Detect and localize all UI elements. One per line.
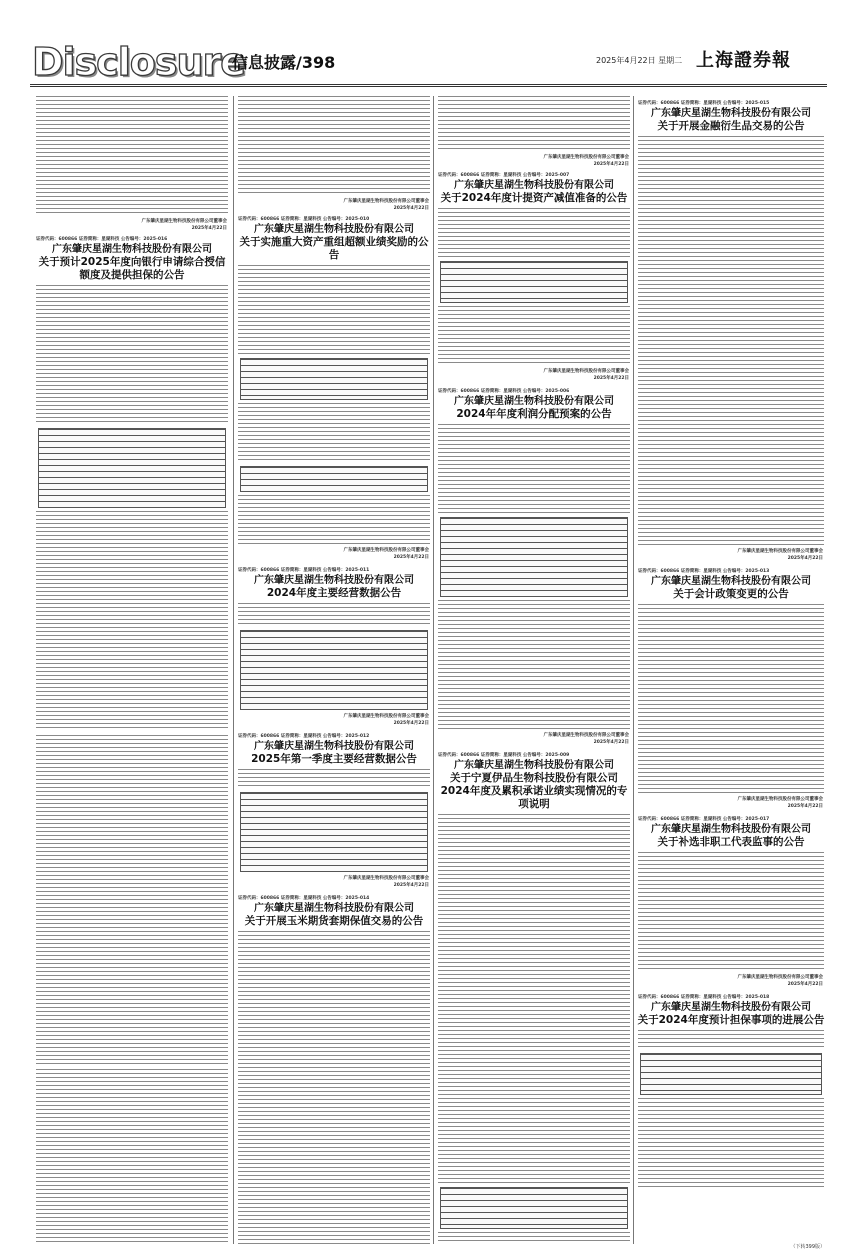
column-1 xyxy=(34,96,230,1244)
body-text xyxy=(36,735,228,1065)
company-name: 广东肇庆星湖生物科技股份有限公司 xyxy=(651,576,811,587)
notice-q1-operating xyxy=(236,733,432,889)
notice-operating xyxy=(236,567,432,727)
notice-title: 关于开展玉米期货套期保值交易的公告 xyxy=(244,915,424,927)
notice-title: 关于2024年度计提资产减值准备的公告 xyxy=(440,192,628,204)
stock-code-line: 证券代码：600866 证券简称：星湖科技 公告编号：2025-016 xyxy=(36,237,168,242)
stock-code-line: 证券代码：600866 证券简称：星湖科技 公告编号：2025-012 xyxy=(238,734,370,739)
body-text xyxy=(438,1232,630,1244)
signature: 广东肇庆星湖生物科技股份有限公司董事会 2025年4月22日 xyxy=(343,876,429,888)
section-title: 信息披露/398 xyxy=(232,53,336,72)
stock-code-line: 证券代码：600866 证券简称：星湖科技 公告编号：2025-011 xyxy=(238,568,370,573)
notice-title: 关于宁夏伊品生物科技股份有限公司2024年度及累积承诺业绩实现情况的专项说明 xyxy=(440,772,628,810)
impairment-table xyxy=(440,261,628,303)
company-name: 广东肇庆星湖生物科技股份有限公司 xyxy=(454,760,614,771)
body-text xyxy=(238,769,430,789)
q1-table xyxy=(240,792,428,872)
stock-code-line: 证券代码：600866 证券简称：星湖科技 公告编号：2025-013 xyxy=(638,569,770,574)
stock-code-line: 证券代码：600866 证券简称：星湖科技 公告编号：2025-018 xyxy=(638,995,770,1000)
page-number: /398 xyxy=(296,53,336,72)
signature: 广东肇庆星湖生物科技股份有限公司董事会 2025年4月22日 xyxy=(543,155,629,167)
notice-asset-reorg xyxy=(236,216,432,561)
stock-code-line: 证券代码：600866 证券简称：星湖科技 公告编号：2025-015 xyxy=(638,101,770,106)
signature: 广东肇庆星湖生物科技股份有限公司董事会 2025年4月22日 xyxy=(737,797,823,809)
body-text xyxy=(638,604,824,794)
notice-title: 关于补选非职工代表监事的公告 xyxy=(657,836,805,848)
signature: 广东肇庆星湖生物科技股份有限公司董事会 2025年4月22日 xyxy=(737,975,823,987)
stock-code-line: 证券代码：600866 证券简称：星湖科技 公告编号：2025-014 xyxy=(238,896,370,901)
award-table xyxy=(240,466,428,492)
notice-title: 2024年度主要经营数据公告 xyxy=(266,587,402,599)
company-name: 广东肇庆星湖生物科技股份有限公司 xyxy=(254,741,414,752)
body-text xyxy=(36,1069,228,1244)
signature: 广东肇庆星湖生物科技股份有限公司董事会 2025年4月22日 xyxy=(343,548,429,560)
column-2 xyxy=(236,96,432,1244)
operating-table xyxy=(240,630,428,710)
signature: 广东肇庆星湖生物科技股份有限公司董事会 2025年4月22日 xyxy=(543,369,629,381)
column-divider xyxy=(633,96,634,1244)
masthead xyxy=(30,38,827,87)
body-text xyxy=(36,285,228,425)
stock-code-line: 证券代码：600866 证券简称：星湖科技 公告编号：2025-009 xyxy=(438,753,570,758)
newspaper-name: 上海證券報 xyxy=(696,50,791,71)
notice-hedging xyxy=(236,895,432,1244)
column-3 xyxy=(436,96,632,1244)
company-name: 广东肇庆星湖生物科技股份有限公司 xyxy=(254,903,414,914)
body-text xyxy=(238,403,430,463)
company-name: 广东肇庆星湖生物科技股份有限公司 xyxy=(52,244,212,255)
issue-date: 2025年4月22日 星期二 xyxy=(596,56,683,65)
body-text xyxy=(238,931,430,1244)
notice-title: 关于实施重大资产重组超额业绩奖励的公告 xyxy=(239,236,429,261)
body-text xyxy=(438,208,630,258)
company-name: 广东肇庆星湖生物科技股份有限公司 xyxy=(454,180,614,191)
signature: 广东肇庆星湖生物科技股份有限公司董事会 2025年4月22日 xyxy=(737,549,823,561)
body-text xyxy=(438,96,630,152)
performance-table xyxy=(440,1187,628,1229)
stock-code-line: 证券代码：600866 证券简称：星湖科技 公告编号：2025-007 xyxy=(438,173,570,178)
signature: 广东肇庆星湖生物科技股份有限公司董事会 2025年4月22日 xyxy=(141,219,227,231)
credit-table xyxy=(38,428,226,508)
company-name: 广东肇庆星湖生物科技股份有限公司 xyxy=(454,396,614,407)
stock-code-line: 证券代码：600866 证券简称：星湖科技 公告编号：2025-006 xyxy=(438,389,570,394)
body-text xyxy=(438,600,630,730)
company-name: 广东肇庆星湖生物科技股份有限公司 xyxy=(651,1002,811,1013)
body-text xyxy=(36,511,228,731)
body-text xyxy=(36,96,228,216)
column-divider xyxy=(433,96,434,1244)
column-divider xyxy=(233,96,234,1244)
notice-bank-credit xyxy=(34,236,230,1244)
stock-code-line: 证券代码：600866 证券简称：星湖科技 公告编号：2025-010 xyxy=(238,217,370,222)
notice-title: 关于预计2025年度向银行申请综合授信额度及提供担保的公告 xyxy=(38,256,226,281)
notice-derivatives xyxy=(636,100,826,562)
signature: 广东肇庆星湖生物科技股份有限公司董事会 2025年4月22日 xyxy=(343,199,429,211)
body-text xyxy=(238,265,430,355)
body-text xyxy=(638,1098,824,1188)
notice-dividend xyxy=(436,388,632,746)
stock-code-line: 证券代码：600866 证券简称：星湖科技 公告编号：2025-017 xyxy=(638,817,770,822)
notice-supervisor xyxy=(636,816,826,988)
body-text xyxy=(238,96,430,196)
signature: 广东肇庆星湖生物科技股份有限公司董事会 2025年4月22日 xyxy=(543,733,629,745)
company-name: 广东肇庆星湖生物科技股份有限公司 xyxy=(651,108,811,119)
notice-title: 2024年年度利润分配预案的公告 xyxy=(456,408,612,420)
body-text xyxy=(438,424,630,514)
body-text xyxy=(438,306,630,366)
body-text xyxy=(238,495,430,545)
notice-title: 关于会计政策变更的公告 xyxy=(673,588,789,600)
signature: 广东肇庆星湖生物科技股份有限公司董事会 2025年4月22日 xyxy=(343,714,429,726)
dividend-table xyxy=(440,517,628,597)
body-text xyxy=(638,136,824,546)
award-table xyxy=(240,358,428,400)
notice-performance xyxy=(436,752,632,1244)
company-name: 广东肇庆星湖生物科技股份有限公司 xyxy=(254,575,414,586)
disclosure-banner: Disclosure xyxy=(32,40,246,84)
body-text xyxy=(438,814,630,1184)
company-name: 广东肇庆星湖生物科技股份有限公司 xyxy=(651,824,811,835)
notice-accounting xyxy=(636,568,826,810)
body-text xyxy=(238,603,430,627)
notice-title: 关于2024年度预计担保事项的进展公告 xyxy=(637,1014,825,1026)
guarantee-table xyxy=(640,1053,822,1095)
notice-title: 2025年第一季度主要经营数据公告 xyxy=(251,753,417,765)
company-name: 广东肇庆星湖生物科技股份有限公司 xyxy=(254,224,414,235)
notice-guarantee xyxy=(636,994,826,1188)
notice-title: 关于开展金融衍生品交易的公告 xyxy=(657,120,805,132)
body-text xyxy=(638,852,824,972)
continued-note: （下转399版） xyxy=(790,1244,825,1250)
notice-impairment xyxy=(436,172,632,382)
column-4 xyxy=(636,96,826,1244)
body-text xyxy=(638,1030,824,1050)
